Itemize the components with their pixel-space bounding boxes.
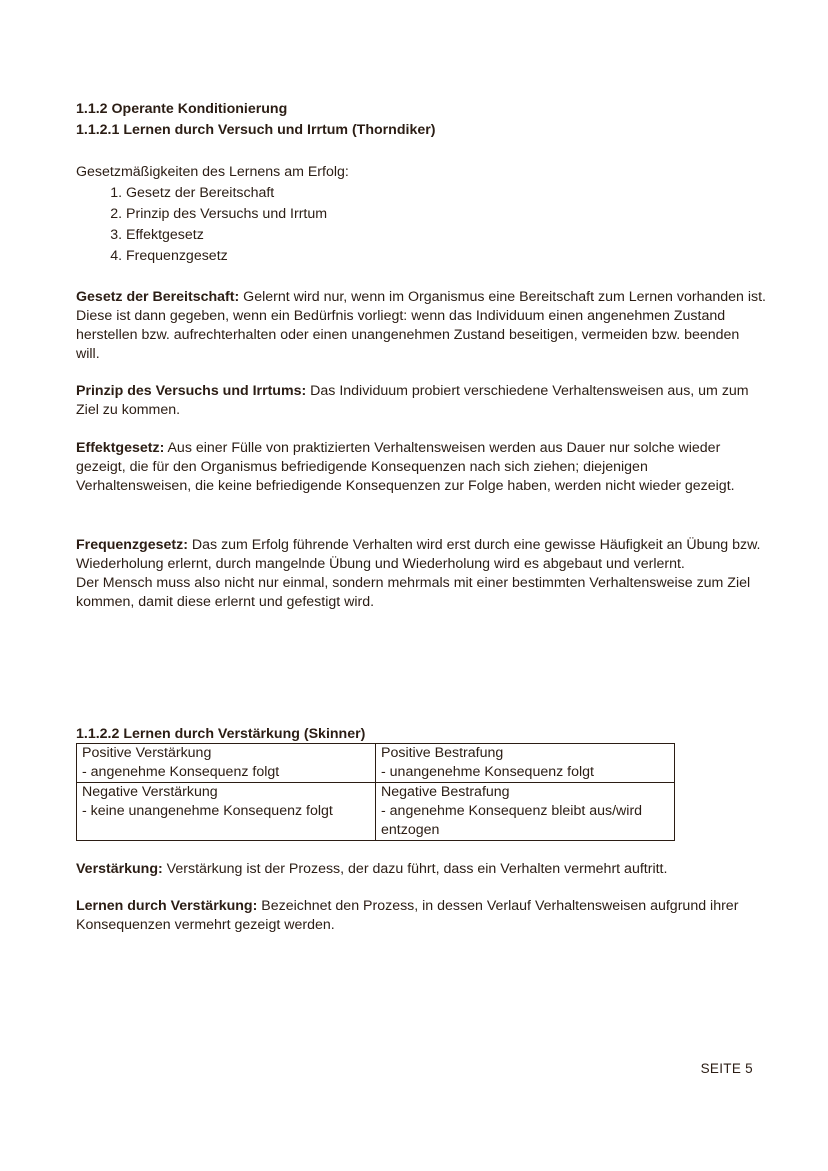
table-cell (77, 744, 376, 783)
definition: Verstärkung ist der Prozess, der dazu führt, dass ein Verhalten vermehrt auftritt. (162, 861, 668, 877)
cell-desc: - keine unangenehme Konsequenz folgt (82, 803, 333, 819)
definition: Bezeichnet den Prozess, in dessen Verlauf Verhaltensweisen aufgrund ihrer Konsequenzen vermehrt gezeigt werden. (76, 898, 739, 933)
term: Gesetz der Bereitschaft: (76, 289, 240, 305)
cell-title: Negative Verstärkung (82, 784, 218, 800)
list-item: 2. Prinzip des Versuchs und Irrtum (126, 204, 327, 225)
term: Frequenzgesetz: (76, 537, 188, 553)
cell-title: Negative Bestrafung (381, 784, 510, 800)
laws-list (100, 183, 327, 267)
list-item: 1. Gesetz der Bereitschaft (126, 183, 327, 204)
table-row (77, 744, 675, 783)
paragraph-versuch (76, 382, 766, 420)
cell-desc: - unangenehme Konsequenz folgt (381, 764, 594, 780)
list-item: 3. Effektgesetz (126, 225, 327, 246)
paragraph-bereitschaft (76, 288, 766, 364)
definition: Das zum Erfolg führende Verhalten wird erst durch eine gewisse Häufigkeit an Übung bzw. Wiederholung erlernt, durch mangelnde Übung und Wiederholung wird es abgebaut und verlernt. (76, 537, 761, 572)
page-number: SEITE 5 (700, 1061, 753, 1076)
subsection-heading: 1.1.2.1 Lernen durch Versuch und Irrtum (Thorndiker) (76, 122, 436, 138)
paragraph-effekt (76, 439, 766, 496)
reinforcement-table (76, 743, 675, 841)
table-cell (77, 783, 376, 841)
frequenz-conclusion: Der Mensch muss also nicht nur einmal, sondern mehrmals mit einer bestimmten Verhaltensweise zum Ziel kommen, damit diese erlernt und gefestigt wird. (76, 575, 751, 610)
definition: Gelernt wird nur, wenn im Organismus eine Bereitschaft zum Lernen vorhanden ist. Diese ist dann gegeben, wenn ein Bedürfnis vorliegt: wenn das Individuum einen angenehmen Zustand herstellen bzw. aufrechterhalten oder einen unangenehmen Zustand beseitigen, vermeiden bzw. beenden will. (76, 289, 766, 362)
cell-title: Positive Bestrafung (381, 745, 504, 761)
laws-intro: Gesetzmäßigkeiten des Lernens am Erfolg: (76, 164, 349, 180)
table-cell (376, 783, 675, 841)
table-row (77, 783, 675, 841)
definition: Aus einer Fülle von praktizierten Verhaltensweisen werden aus Dauer nur solche wieder gezeigt, die für den Organismus befriedigende Konsequenzen nach sich ziehen; diejenigen Verhaltensweisen, die keine befriedigende Konsequenzen zur Folge haben, werden nicht wieder gezeigt. (76, 440, 735, 494)
section-heading: 1.1.2 Operante Konditionierung (76, 101, 288, 117)
definition: Das Individuum probiert verschiedene Verhaltensweisen aus, um zum Ziel zu kommen. (76, 383, 749, 418)
reinforcement-heading: 1.1.2.2 Lernen durch Verstärkung (Skinner) (76, 726, 366, 742)
paragraph-verstaerkung (76, 860, 766, 879)
cell-desc: - angenehme Konsequenz bleibt aus/wird entzogen (381, 803, 643, 838)
list-item: 4. Frequenzgesetz (126, 246, 327, 267)
cell-title: Positive Verstärkung (82, 745, 212, 761)
term: Prinzip des Versuchs und Irrtums: (76, 383, 307, 399)
cell-desc: - angenehme Konsequenz folgt (82, 764, 280, 780)
table-cell (376, 744, 675, 783)
paragraph-frequenz (76, 536, 766, 612)
paragraph-lernen-verstaerkung (76, 897, 766, 935)
term: Effektgesetz: (76, 440, 165, 456)
term: Verstärkung: (76, 861, 163, 877)
term: Lernen durch Verstärkung: (76, 898, 258, 914)
